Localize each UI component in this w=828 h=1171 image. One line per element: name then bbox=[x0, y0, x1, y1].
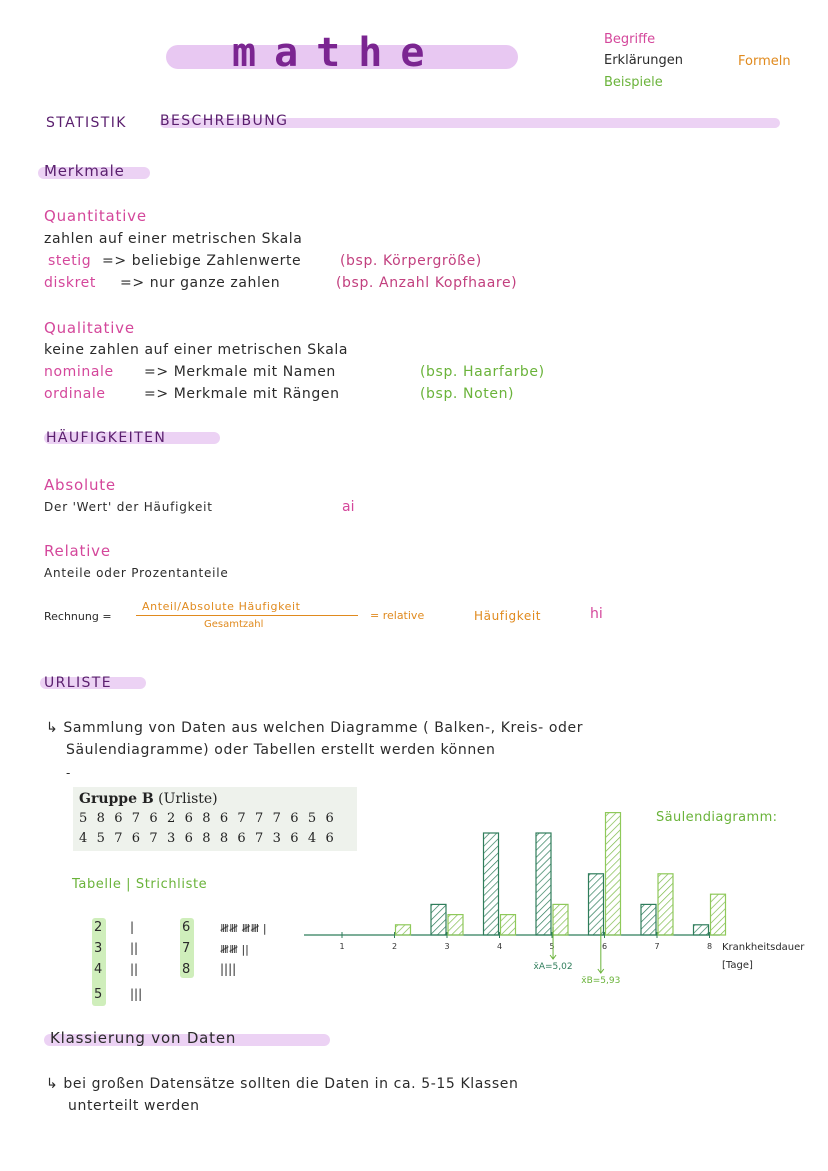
absolute-text: Der 'Wert' der Häufigkeit bbox=[44, 500, 213, 514]
heading-qualitative: Qualitative bbox=[44, 319, 135, 337]
formula-label: Rechnung = bbox=[44, 610, 112, 623]
urliste-dash: - bbox=[66, 766, 71, 780]
tabelle-value-7: 7 bbox=[182, 941, 191, 956]
urliste-text-line1: ↳ Sammlung von Daten aus welchen Diagramme ( Balken-, Kreis- oder bbox=[46, 720, 584, 736]
term-diskret: diskret bbox=[44, 275, 96, 291]
chart-bar-a-5 bbox=[536, 833, 551, 935]
urliste-text-line2: Säulendiagramme) oder Tabellen erstellt werden können bbox=[66, 742, 496, 758]
formula-symbol: hi bbox=[590, 606, 603, 622]
chart-mean-label-1: x̄B=5,93 bbox=[581, 976, 621, 986]
chart-bar-b-3 bbox=[448, 915, 463, 935]
ordinale-example: (bsp. Noten) bbox=[420, 386, 515, 402]
heading-merkmale: Merkmale bbox=[44, 162, 125, 180]
tabelle-tally-7: 𝍸𝍸 || bbox=[220, 943, 249, 956]
tabelle-tally-3: || bbox=[130, 941, 139, 955]
page-title: mathe bbox=[232, 30, 443, 76]
chart-bar-b-6 bbox=[606, 813, 621, 935]
chart-tick-label-1: 1 bbox=[339, 942, 345, 951]
chart-xunit: [Tage] bbox=[722, 960, 753, 971]
tabelle-tally-6: 𝍸𝍸 𝍸𝍸 | bbox=[220, 922, 267, 935]
chart-tick-label-4: 4 bbox=[496, 942, 503, 951]
heading-statistik: STATISTIK bbox=[46, 115, 127, 131]
term-ordinale: ordinale bbox=[44, 386, 106, 402]
tabelle-value-5: 5 bbox=[94, 987, 103, 1002]
urliste-box-row1: 5 8 6 7 6 2 6 8 6 7 7 7 6 5 6 bbox=[79, 811, 337, 826]
urliste-box-subtitle: (Urliste) bbox=[158, 791, 218, 807]
chart-bar-b-4 bbox=[501, 915, 516, 935]
heading-relative: Relative bbox=[44, 542, 111, 560]
chart-bar-a-8 bbox=[694, 925, 709, 935]
legend-beispiele: Beispiele bbox=[604, 75, 663, 90]
formula-result: Häufigkeit bbox=[474, 609, 542, 623]
stetig-text: => beliebige Zahlenwerte bbox=[102, 253, 302, 269]
tabelle-tally-2: | bbox=[130, 920, 135, 934]
chart-bar-a-6 bbox=[589, 874, 604, 935]
legend-erklaerungen: Erklärungen bbox=[604, 53, 683, 68]
tabelle-value-6: 6 bbox=[182, 920, 191, 935]
chart-title: Säulendiagramm: bbox=[656, 810, 778, 825]
chart-tick-label-5: 5 bbox=[549, 942, 555, 951]
heading-klassierung: Klassierung von Daten bbox=[50, 1029, 237, 1047]
chart-bar-a-4 bbox=[484, 833, 499, 935]
heading-quantitative: Quantitative bbox=[44, 207, 147, 225]
relative-text: Anteile oder Prozentanteile bbox=[44, 566, 229, 580]
heading-urliste: URLISTE bbox=[44, 675, 112, 691]
tabelle-value-3: 3 bbox=[94, 941, 103, 956]
ordinale-text: => Merkmale mit Rängen bbox=[144, 386, 340, 402]
quantitative-line1: zahlen auf einer metrischen Skala bbox=[44, 231, 303, 247]
tabelle-tally-4: || bbox=[130, 962, 139, 976]
legend-formeln: Formeln bbox=[738, 54, 791, 69]
chart-bar-b-7 bbox=[658, 874, 673, 935]
chart-bar-a-7 bbox=[641, 904, 656, 935]
term-nominale: nominale bbox=[44, 364, 114, 380]
chart-tick-label-3: 3 bbox=[444, 942, 450, 951]
tabelle-value-4: 4 bbox=[94, 962, 103, 977]
diskret-example: (bsp. Anzahl Kopfhaare) bbox=[336, 275, 518, 291]
chart-xlabel: Krankheitsdauer bbox=[722, 942, 805, 953]
diskret-text: => nur ganze zahlen bbox=[120, 275, 281, 291]
chart-bar-b-8 bbox=[711, 894, 726, 935]
heading-beschreibung: BESCHREIBUNG bbox=[160, 113, 289, 129]
chart-tick-label-7: 7 bbox=[654, 942, 660, 951]
formula-denominator: Gesamtzahl bbox=[204, 619, 264, 630]
chart-tick-label-6: 6 bbox=[601, 942, 608, 951]
chart-bar-b-2 bbox=[396, 925, 411, 935]
nominale-text: => Merkmale mit Namen bbox=[144, 364, 336, 380]
klassierung-text-line1: ↳ bei großen Datensätze sollten die Daten in ca. 5-15 Klassen bbox=[46, 1076, 519, 1092]
urliste-box-title: Gruppe B bbox=[79, 791, 154, 807]
tabelle-value-8: 8 bbox=[182, 962, 191, 977]
nominale-example: (bsp. Haarfarbe) bbox=[420, 364, 545, 380]
chart-bar-b-5 bbox=[553, 904, 568, 935]
stetig-example: (bsp. Körpergröße) bbox=[340, 253, 482, 269]
klassierung-text-line2: unterteilt werden bbox=[68, 1098, 200, 1114]
formula-equals: = relative bbox=[370, 609, 425, 622]
chart-tick-label-8: 8 bbox=[706, 942, 713, 951]
chart-tick-label-2: 2 bbox=[391, 942, 398, 951]
qualitative-line1: keine zahlen auf einer metrischen Skala bbox=[44, 342, 349, 358]
term-stetig: stetig bbox=[48, 253, 92, 269]
tabelle-tally-5: ||| bbox=[130, 987, 143, 1001]
urliste-box-row2: 4 5 7 6 7 3 6 8 8 6 7 3 6 4 6 bbox=[79, 831, 337, 846]
tabelle-value-2: 2 bbox=[94, 920, 103, 935]
chart-mean-label-0: x̄A=5,02 bbox=[533, 962, 573, 972]
heading-tabelle: Tabelle | Strichliste bbox=[72, 877, 208, 892]
formula-numerator: Anteil/Absolute Häufigkeit bbox=[142, 600, 301, 613]
legend-begriffe: Begriffe bbox=[604, 32, 656, 47]
heading-haeufigkeiten: HÄUFIGKEITEN bbox=[46, 430, 167, 446]
chart-bar-a-3 bbox=[431, 904, 446, 935]
tabelle-tally-8: |||| bbox=[220, 962, 237, 976]
heading-absolute: Absolute bbox=[44, 476, 116, 494]
absolute-symbol: ai bbox=[342, 499, 355, 515]
